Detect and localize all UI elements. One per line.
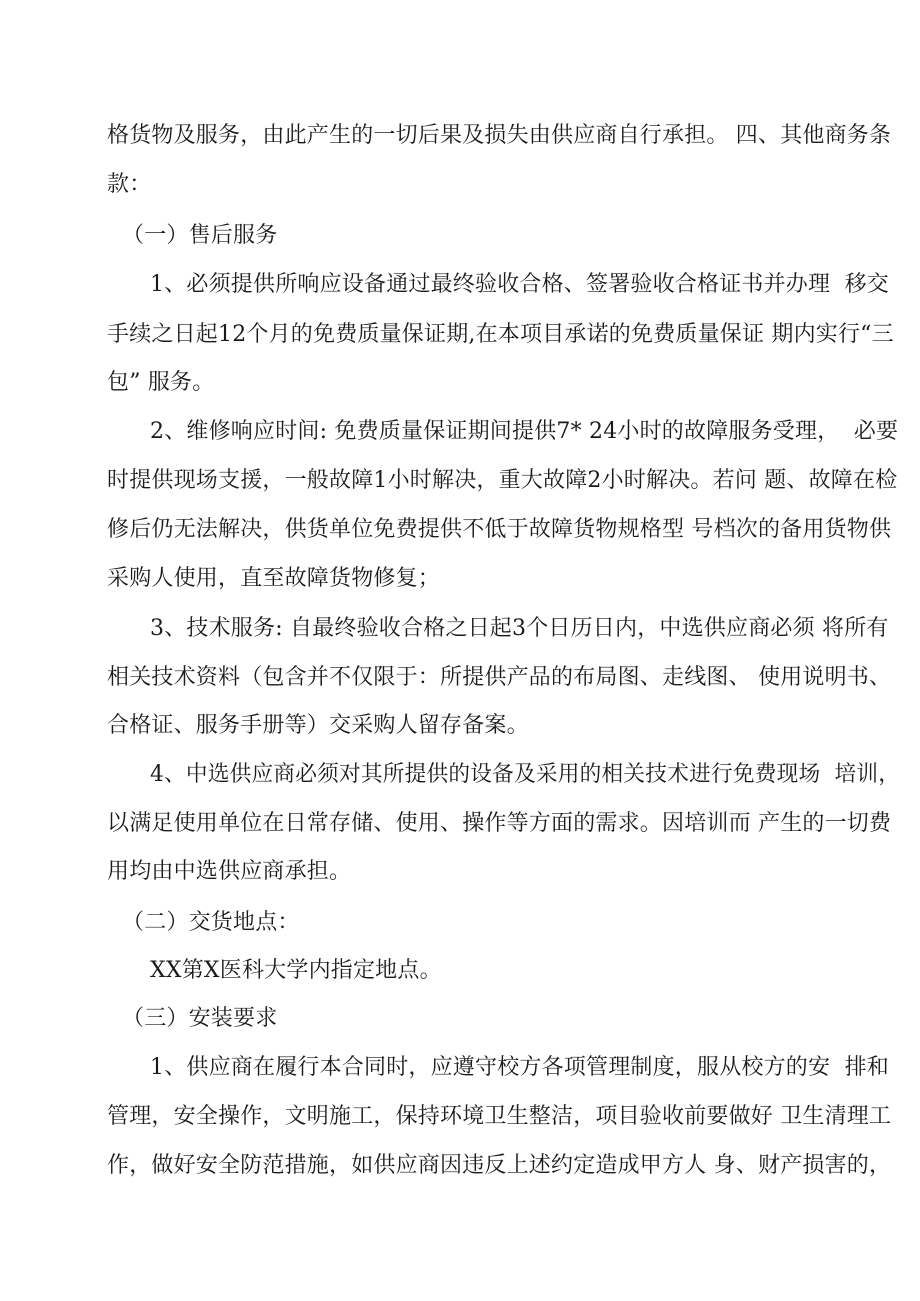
section-heading-after-sales: （一）售后服务 — [122, 223, 278, 248]
text-line-20: 1、供应商在履行本合同时，应遵守校方各项管理制度，服从校方的安 排和 — [150, 1055, 889, 1080]
text-line-1: 格货物及服务，由此产生的一切后果及损失由供应商自行承担。 四、其他商务条 — [107, 123, 892, 148]
text-line-16: 用均由中选供应商承担。 — [107, 859, 352, 884]
section-heading-installation: （三）安装要求 — [122, 1006, 278, 1031]
text-line-7: 2、维修响应时间: 免费质量保证期间提供7* 24小时的故障服务受理， 必要 — [150, 419, 899, 444]
text-line-10: 采购人使用，直至故障货物修复； — [107, 566, 441, 591]
section-heading-delivery: （二）交货地点： — [122, 910, 300, 935]
text-line-9: 修后仍无法解决，供货单位免费提供不低于故障货物规格型 号档次的备用货物供 — [107, 517, 892, 542]
text-line-13: 合格证、服务手册等）交采购人留存备案。 — [107, 713, 529, 738]
text-line-18: XX第X医科大学内指定地点。 — [150, 958, 442, 983]
text-line-15: 以满足使用单位在日常存储、使用、操作等方面的需求。因培训而 产生的一切费 — [107, 811, 892, 836]
text-line-6: 包” 服务。 — [107, 370, 215, 395]
text-line-5: 手续之日起12个月的免费质量保证期,在本项目承诺的免费质量保证 期内实行“三 — [107, 322, 894, 347]
text-line-8: 时提供现场支援，一般故障1小时解决，重大故障2小时解决。若问 题、故障在检 — [107, 468, 898, 493]
text-line-4: 1、必须提供所响应设备通过最终验收合格、签署验收合格证书并办理 移交 — [150, 272, 889, 297]
text-line-14: 4、中选供应商必须对其所提供的设备及采用的相关技术进行免费现场 培训， — [150, 762, 901, 787]
text-line-2: 款： — [107, 172, 152, 197]
text-line-22: 作，做好安全防范措施，如供应商因违反上述约定造成甲方人 身、财产损害的， — [107, 1153, 892, 1178]
text-line-12: 相关技术资料（包含并不仅限于：所提供产品的布局图、走线图、 使用说明书、 — [107, 665, 892, 690]
text-line-11: 3、技术服务: 自最终验收合格之日起3个日历日内，中选供应商必须 将所有 — [150, 616, 889, 641]
text-line-21: 管理，安全操作，文明施工，保持环境卫生整洁，项目验收前要做好 卫生清理工 — [107, 1104, 892, 1129]
